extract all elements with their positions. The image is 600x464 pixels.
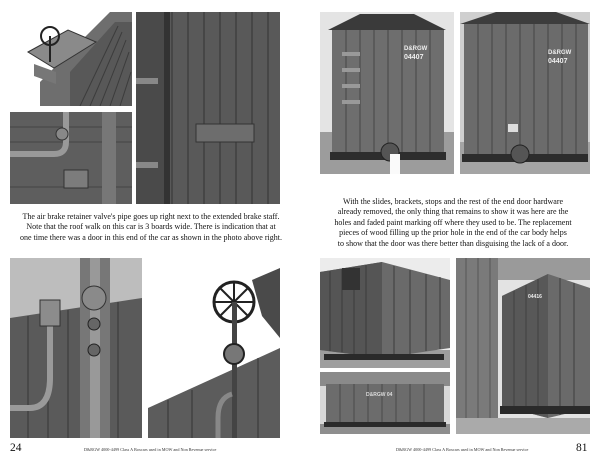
car-reporting-mark: D&RGW: [548, 50, 572, 56]
long-car-marking: D&RGW 04: [366, 392, 393, 398]
right-caption-line: to show that the door was there better than disguising the lack of a door.: [337, 238, 569, 248]
photo-car-end-04416: [456, 258, 590, 434]
small-car-number: 04416: [528, 294, 542, 300]
right-caption-line: With the slides, brackets, stops and the rest of the end door hardware: [342, 197, 564, 206]
car-number: 04407: [404, 54, 424, 61]
photo-roof-end-brake-wheel: [10, 12, 132, 106]
photo-car-end-04407-b: [460, 12, 590, 174]
right-caption-line: pieces of wood filling up the prior hole in the end of the car body helps: [339, 228, 567, 238]
photo-brake-staff-closeup: [10, 258, 142, 438]
photo-car-end-04407-a: [320, 12, 454, 174]
left-footer: D&RGW 4000-4499 Class A Boxcars used in MOW and Non Revenue service: [84, 447, 217, 452]
right-caption-line: holes and faded paint marking off where they used to be. The replacement: [334, 217, 572, 227]
right-caption-line: already removed, the only thing that remains to show it was here are the: [337, 207, 569, 217]
photo-brake-wheel-roof: [148, 258, 280, 438]
right-page: [300, 0, 600, 464]
left-caption-line: The air brake retainer valve's pipe goes up right next to the extended brake staff.: [22, 212, 280, 221]
left-caption-line: one time there was a door in this end of the car as shown in the photo above right.: [20, 232, 282, 242]
left-caption-line: Note that the roof walk on this car is 3 boards wide. There is indication that at: [26, 222, 276, 232]
photo-car-end-door-indication: [136, 12, 280, 204]
photo-car-three-quarter: [320, 258, 450, 368]
photo-car-long-side: [320, 372, 450, 434]
right-footer: D&RGW 4000-4499 Class A Boxcars used in MOW and Non Revenue service: [396, 447, 529, 452]
photo-retainer-valve-pipe: [10, 112, 132, 204]
car-number: 04407: [548, 58, 568, 65]
car-reporting-mark: D&RGW: [404, 46, 428, 52]
left-page-number: 24: [10, 442, 22, 454]
right-page-number: 81: [576, 442, 588, 454]
left-caption: [6, 212, 296, 243]
right-caption: [312, 197, 594, 249]
